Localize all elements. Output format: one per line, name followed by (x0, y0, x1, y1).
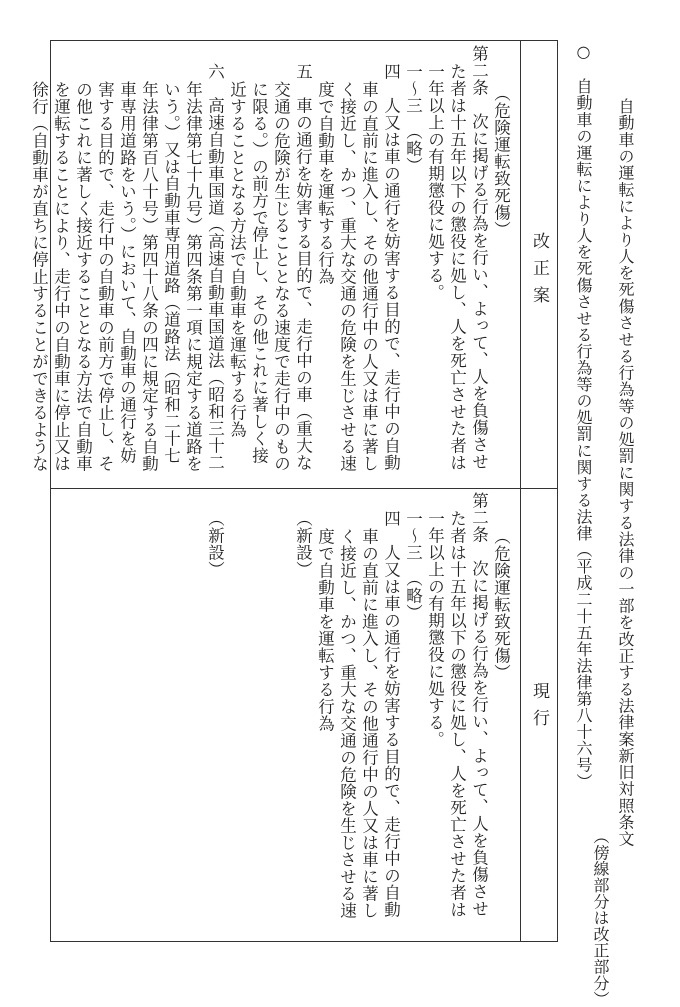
revised-line: 徐行（自動車が直ちに停止することができるような (29, 81, 49, 472)
document-title: 自動車の運転により人を死傷させる行為等の処罰に関する法律の一部を改正する法律案新旧対照条文 (616, 98, 635, 848)
revised-line: 五 車の通行を妨害する目的で、走行中の車（重大な (293, 63, 313, 471)
revised-line: 一～三 （略） (403, 63, 423, 174)
current-new-note: （新設） (293, 510, 313, 578)
current-line: 第二条 次に掲げる行為を行い、よって、人を負傷させ (469, 492, 489, 917)
current-line: 四 人又は車の通行を妨害する目的で、走行中の自動 (381, 510, 401, 918)
revised-line: 一年以上の有期懲役に処する。 (425, 63, 445, 301)
revised-line: の他これに著しく接近することとなる方法で自動車 (73, 81, 93, 472)
law-name: ○ 自動車の運転により人を死傷させる行為等の処罰に関する法律（平成二十五年法律第八十六号） (574, 42, 593, 790)
revised-line: た者は十五年以下の懲役に処し、人を死亡させた者は (447, 63, 467, 471)
current-line: く接近し、かつ、重大な交通の危険を生じさせる速 (337, 528, 357, 919)
current-line: 一～三 （略） (403, 510, 423, 621)
revised-line: 交通の危険が生じることとなる速度で走行中のもの (271, 81, 291, 472)
revised-line: 第二条 次に掲げる行為を行い、よって、人を負傷させ (469, 45, 489, 470)
revised-line: 度で自動車を運転する行為 (315, 81, 335, 285)
current-line: 一年以上の有期懲役に処する。 (425, 510, 445, 748)
current-new-note: （新設） (205, 510, 225, 578)
revised-line: （危険運転致死傷） (491, 85, 511, 238)
current-line: 度で自動車を運転する行為 (315, 528, 335, 732)
revised-line: 害する目的で、走行中の自動車の前方で停止し、そ (95, 81, 115, 472)
revised-column-header: 改正案 (529, 232, 549, 313)
current-line: （危険運転致死傷） (491, 528, 511, 681)
revised-line: を運転することにより、走行中の自動車に停止又は (51, 81, 71, 472)
revised-line: 年法律第百八十号）第四十八条の四に規定する自動 (139, 81, 159, 472)
current-line: 車の直前に進入し、その他通行中の人又は車に著し (359, 528, 379, 919)
revised-line: く接近し、かつ、重大な交通の危険を生じさせる速 (337, 81, 357, 472)
current-column-header: 現行 (529, 682, 549, 736)
revised-line: 車の直前に進入し、その他通行中の人又は車に著し (359, 81, 379, 472)
column-divider (50, 488, 558, 489)
note-underline-parts: （傍線部分は改正部分） (591, 828, 610, 1007)
revised-line: 車専用道路をいう。）において、自動車の通行を妨 (117, 81, 137, 464)
revised-line: に限る。）の前方で停止し、その他これに著しく接 (249, 81, 269, 464)
revised-line: 六 高速自動車国道（高速自動車国道法（昭和三十二 (205, 63, 225, 471)
revised-line: 年法律第七十九号）第四条第一項に規定する道路を (183, 81, 203, 472)
revised-line: 四 人又は車の通行を妨害する目的で、走行中の自動 (381, 63, 401, 471)
current-line: た者は十五年以下の懲役に処し、人を死亡させた者は (447, 510, 467, 918)
revised-line: いう。）又は自動車専用道路（道路法（昭和二十七 (161, 81, 181, 464)
header-divider (520, 40, 521, 942)
revised-line: 近することとなる方法で自動車を運転する行為 (227, 81, 247, 438)
